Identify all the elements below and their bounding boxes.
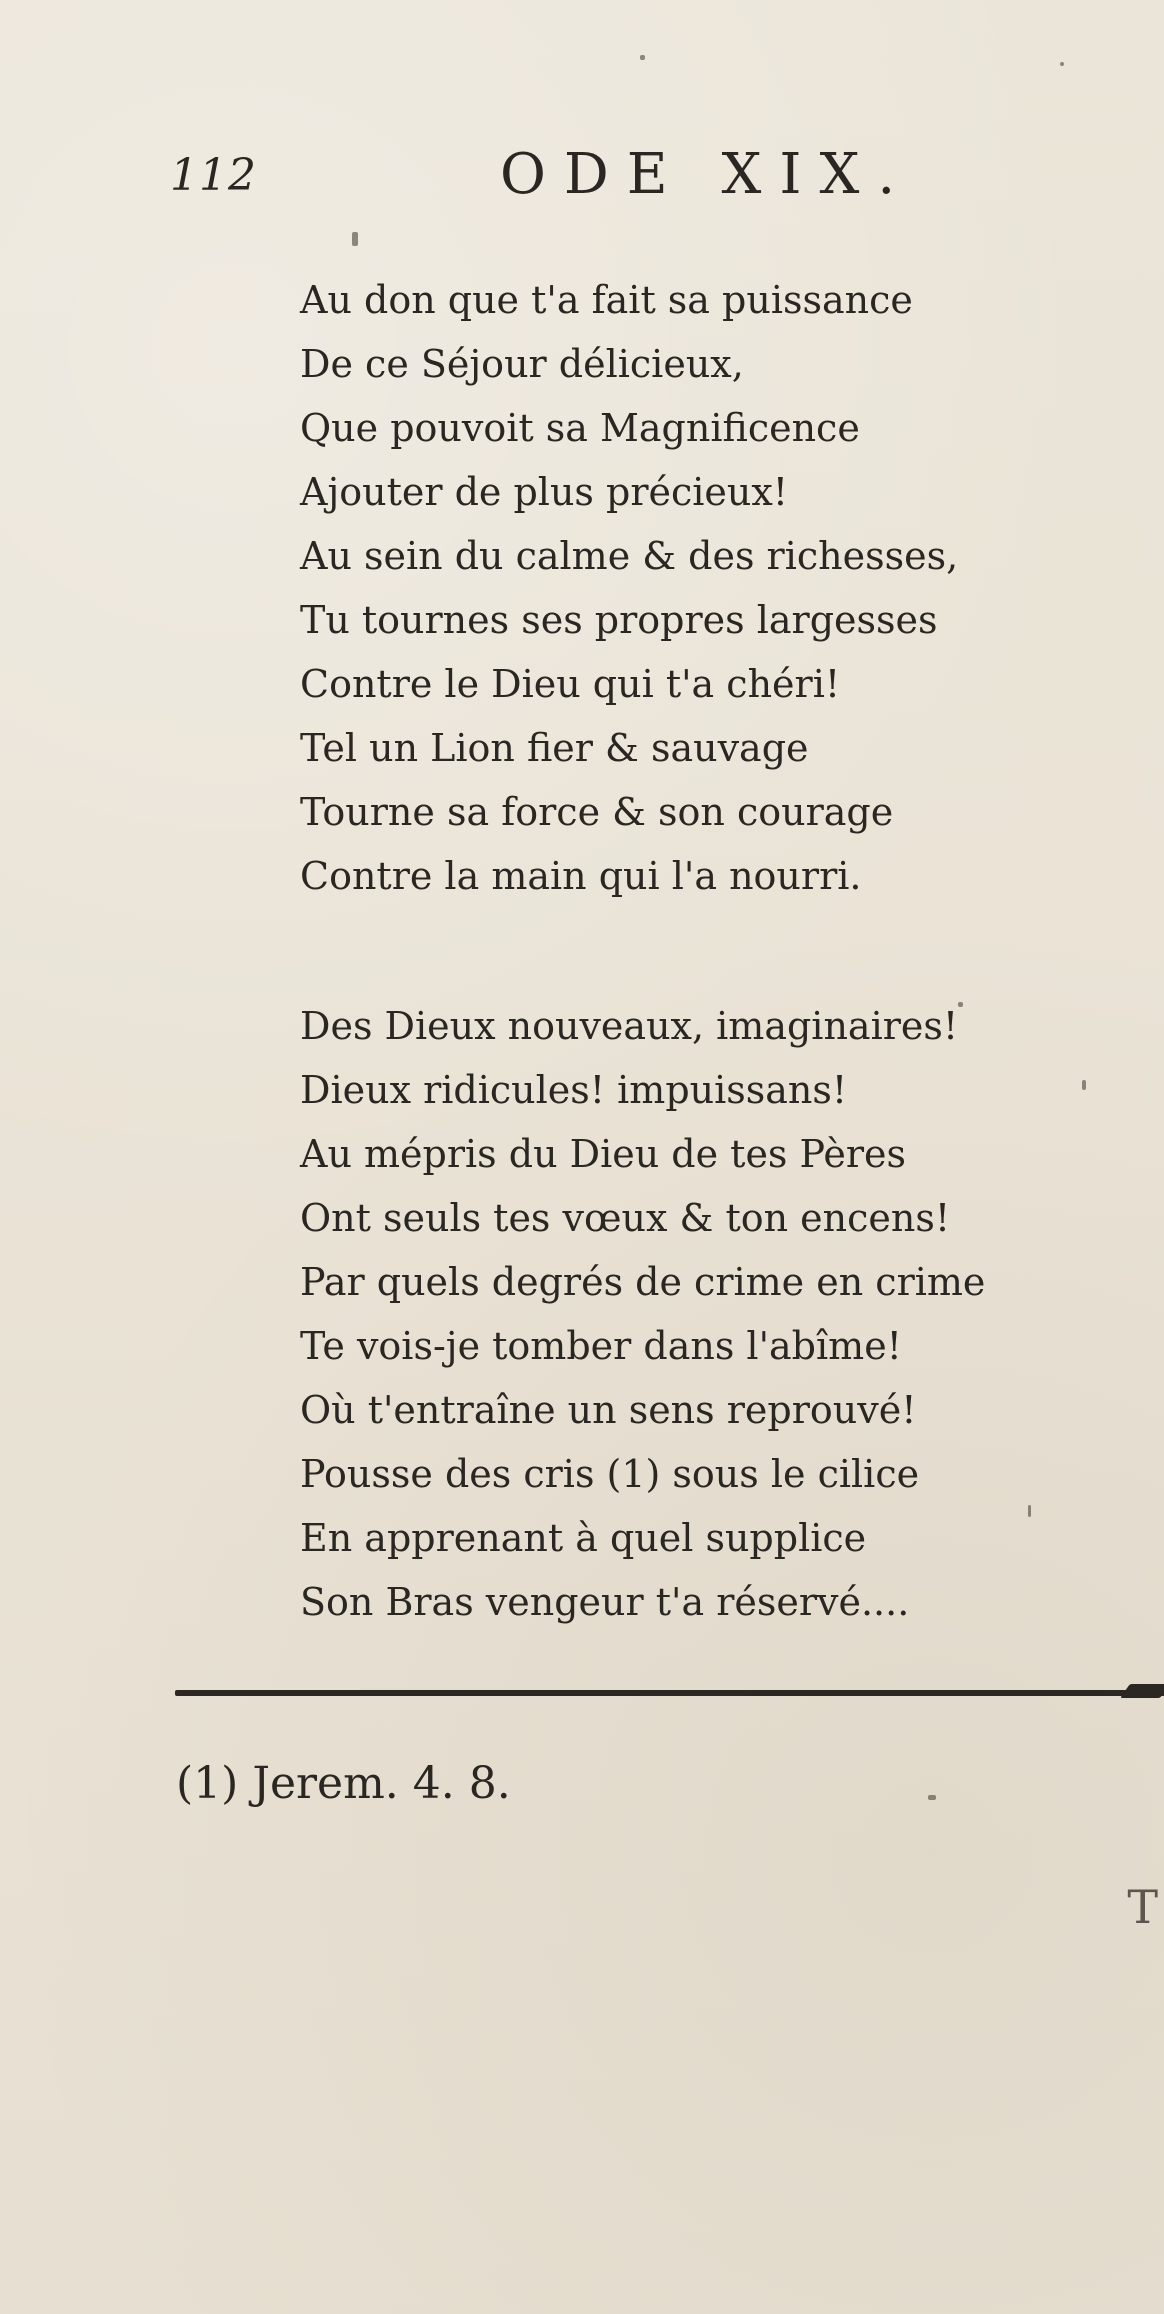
- verse-line: Où t'entraîne un sens reprouvé!: [300, 1388, 917, 1432]
- running-title: ODE XIX.: [500, 142, 914, 207]
- verse-line: Au don que t'a fait sa puissance: [300, 278, 913, 322]
- verse-line: Tel un Lion fier & sauvage: [300, 726, 809, 770]
- verse-line: Au mépris du Dieu de tes Pères: [300, 1132, 907, 1176]
- ink-speck: [352, 232, 358, 246]
- verse-line: Dieux ridicules! impuissans!: [300, 1068, 848, 1112]
- ink-speck: [640, 55, 645, 60]
- verse-line: En apprenant à quel supplice: [300, 1516, 867, 1560]
- verse-line: De ce Séjour délicieux,: [300, 342, 744, 386]
- verse-line: Que pouvoit sa Magnificence: [300, 406, 860, 450]
- verse-line: Ajouter de plus précieux!: [300, 470, 789, 514]
- verse-line: Par quels degrés de crime en crime: [300, 1260, 986, 1304]
- page-edge-fragment: T: [1127, 1880, 1158, 1934]
- verse-line: Ont seuls tes vœux & ton encens!: [300, 1196, 951, 1240]
- verse-line: Tourne sa force & son courage: [300, 790, 894, 834]
- verse-line: Contre la main qui l'a nourri.: [300, 854, 862, 898]
- verse-line: Des Dieux nouveaux, imaginaires!: [300, 1004, 959, 1048]
- stanza-2: [300, 994, 1080, 1634]
- verse-line: Son Bras vengeur t'a réservé....: [300, 1580, 910, 1624]
- verse-line: Au sein du calme & des richesses,: [300, 534, 959, 578]
- verse-line: Pousse des cris (1) sous le cilice: [300, 1452, 920, 1496]
- verse-line: Tu tournes ses propres largesses: [300, 598, 938, 642]
- ink-speck: [1060, 62, 1064, 66]
- footnote-rule: [175, 1690, 1164, 1696]
- page-number: 112: [170, 150, 257, 201]
- ink-speck: [928, 1795, 936, 1800]
- stanza-1: [300, 268, 1080, 908]
- ink-speck: [958, 1002, 963, 1007]
- footnote: (1) Jerem. 4. 8.: [176, 1758, 511, 1809]
- ink-speck: [1028, 1505, 1031, 1517]
- verse-line: Te vois-je tomber dans l'abîme!: [300, 1324, 902, 1368]
- ink-speck: [1082, 1080, 1086, 1090]
- verse-line: Contre le Dieu qui t'a chéri!: [300, 662, 841, 706]
